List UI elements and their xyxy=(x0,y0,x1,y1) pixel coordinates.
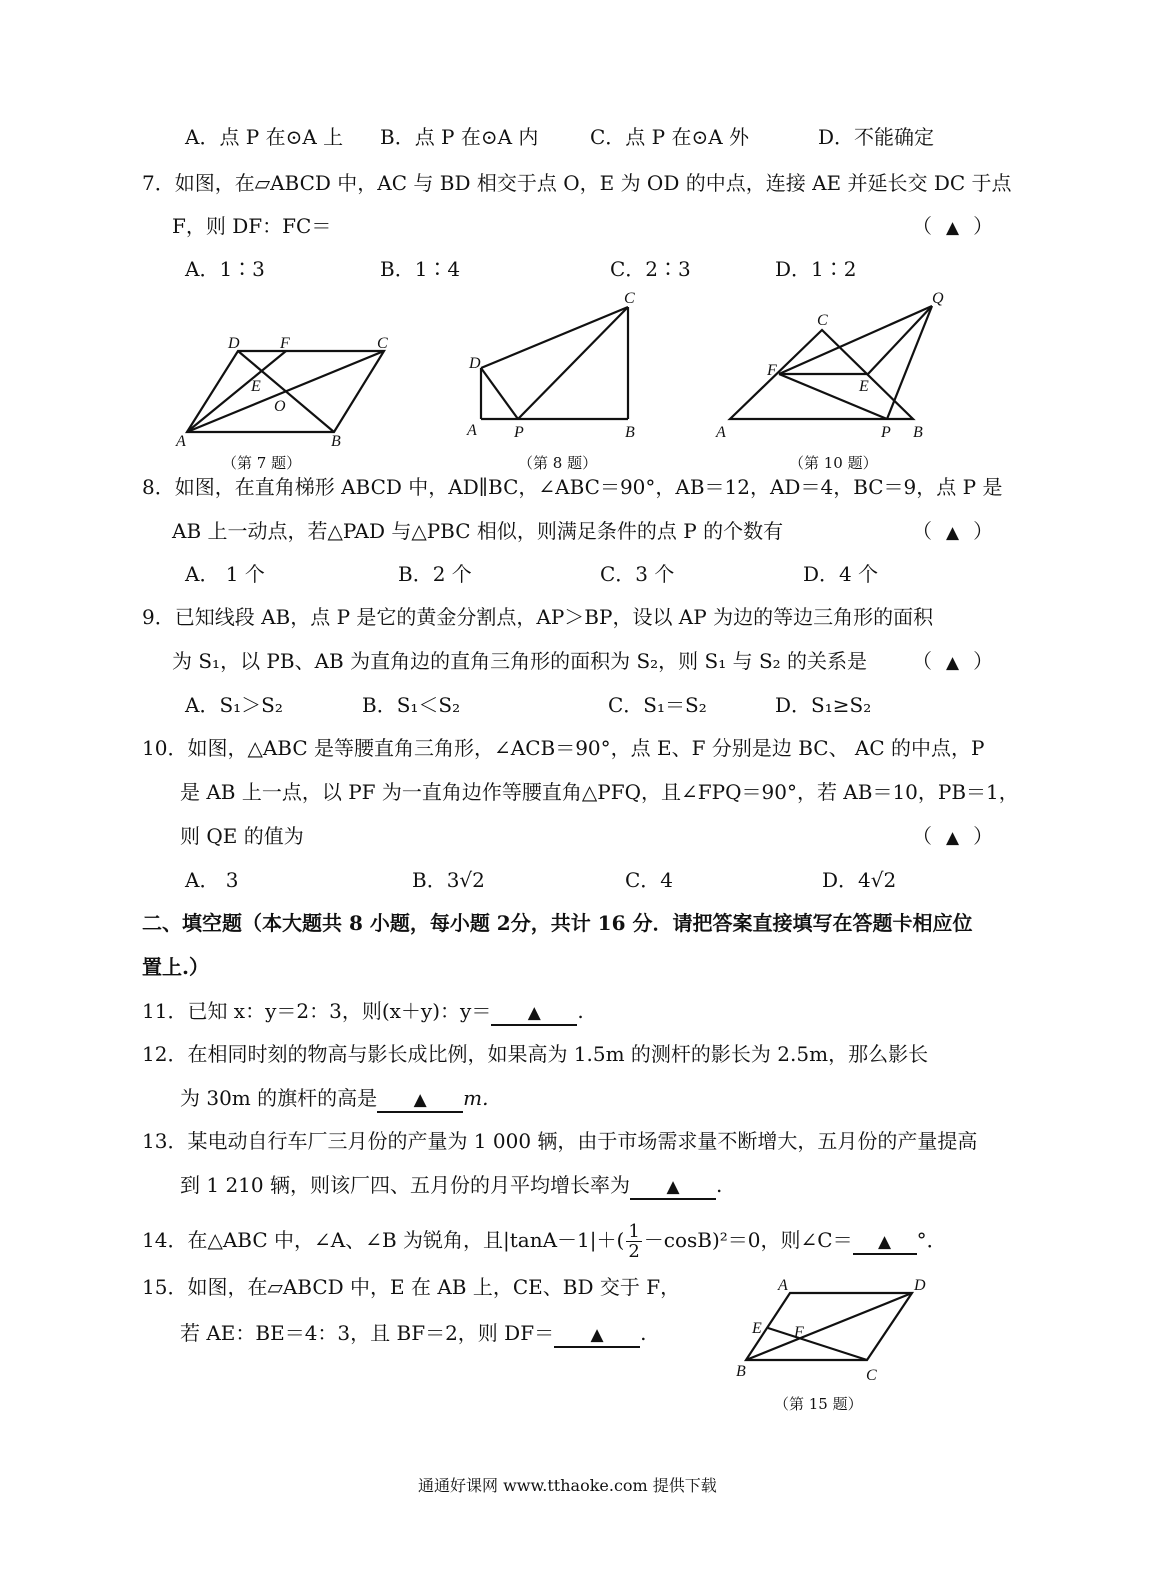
fig7-label-f: F xyxy=(280,335,290,352)
fig8-label-a: A xyxy=(467,422,477,439)
fig10-label-p: P xyxy=(881,424,891,441)
q8-option-b: B．2 个 xyxy=(398,562,472,586)
q15-end: . xyxy=(640,1321,647,1345)
q14-fraction-denominator: 2 xyxy=(628,1241,640,1262)
q9-line1: 9．已知线段 AB，点 P 是它的黄金分割点，AP＞BP，设以 AP 为边的等边三角形的面积 xyxy=(142,605,934,629)
q7-option-a: A．1∶3 xyxy=(185,257,265,281)
q10-line1: 10．如图，△ABC 是等腰直角三角形，∠ACB＝90°，点 E、F 分别是边 BC、 AC 的中点，P xyxy=(142,736,985,760)
footer-download-text: 通通好课网 www.tthaoke.com 提供下载 xyxy=(418,1476,717,1495)
q9-answer-paren: （ ▲ ） xyxy=(912,649,994,673)
fig15-label-f: F xyxy=(794,1324,804,1341)
q15-line1: 15．如图，在▱ABCD 中，E 在 AB 上，CE、BD 交于 F， xyxy=(142,1275,681,1299)
fig10-label-f: F xyxy=(767,362,777,379)
q7-answer-paren: （ ▲ ） xyxy=(912,214,994,238)
fig15-label-e: E xyxy=(752,1320,762,1337)
q10-option-b: B．3√2 xyxy=(412,868,485,892)
q11-end: . xyxy=(577,999,584,1023)
q13-end: . xyxy=(715,1173,723,1197)
q8-answer-paren: （ ▲ ） xyxy=(912,519,994,543)
q7-option-b: B．1∶4 xyxy=(380,257,461,281)
fig15-caption: （第 15 题） xyxy=(774,1395,863,1413)
fig7-label-a: A xyxy=(176,433,186,450)
q13-text: 到 1 210 辆，则该厂四、五月份的月平均增长率为 xyxy=(180,1173,630,1197)
q10-option-c: C．4 xyxy=(625,868,674,892)
fig15-label-c: C xyxy=(866,1367,877,1384)
answer-triangle-icon: ▲ xyxy=(590,1325,604,1345)
q7-line1: 7．如图，在▱ABCD 中，AC 与 BD 相交于点 O，E 为 OD 的中点，连接 AE 并延长交 DC 于点 xyxy=(142,171,1012,195)
q10-answer-paren: （ ▲ ） xyxy=(912,824,994,848)
fig10-label-q: Q xyxy=(932,290,944,307)
fig8-label-d: D xyxy=(469,355,481,372)
fig7-label-e: E xyxy=(251,378,261,395)
q8-line1: 8．如图，在直角梯形 ABCD 中，AD∥BC，∠ABC＝90°，AB＝12，AD＝4，BC＝9，点 P 是 xyxy=(142,475,1003,499)
q12-text: 为 30m 的旗杆的高是 xyxy=(180,1086,378,1110)
fig15-label-d: D xyxy=(914,1277,926,1294)
fig8-label-c: C xyxy=(624,290,635,307)
fig8-caption: （第 8 题） xyxy=(518,454,598,472)
q10-option-a: A． 3 xyxy=(185,868,239,892)
answer-triangle-icon: ▲ xyxy=(946,828,960,848)
answer-triangle-icon: ▲ xyxy=(413,1090,427,1110)
q12-line1: 12．在相同时刻的物高与影长成比例，如果高为 1.5m 的测杆的影长为 2.5m，那么影长 xyxy=(142,1042,929,1066)
q10-line2: 是 AB 上一点，以 PF 为一直角边作等腰直角△PFQ，且∠FPQ＝90°，若 AB＝10，PB＝1， xyxy=(180,780,1019,804)
q11-text: 11．已知 x：y＝2：3，则(x＋y)：y＝ xyxy=(142,999,492,1023)
q6-option-c: C．点 P 在⊙A 外 xyxy=(590,125,750,149)
answer-triangle-icon: ▲ xyxy=(666,1177,680,1197)
q9-option-c: C．S₁＝S₂ xyxy=(608,693,707,717)
fig7-label-d: D xyxy=(228,335,240,352)
answer-triangle-icon: ▲ xyxy=(946,218,960,238)
answer-triangle-icon: ▲ xyxy=(878,1232,892,1252)
q14-text-a: 14．在△ABC 中，∠A、∠B 为锐角，且|tanA－1|＋( xyxy=(142,1228,625,1252)
fig15-label-b: B xyxy=(736,1363,746,1380)
q6-option-b: B．点 P 在⊙A 内 xyxy=(380,125,539,149)
fig10-label-b: B xyxy=(913,424,923,441)
q8-line2: AB 上一动点，若△PAD 与△PBC 相似，则满足条件的点 P 的个数有 xyxy=(172,519,784,543)
fig10-caption: （第 10 题） xyxy=(789,454,878,472)
q8-option-a: A． 1 个 xyxy=(185,562,265,586)
q6-option-d: D．不能确定 xyxy=(818,125,935,149)
q13-line1: 13．某电动自行车厂三月份的产量为 1 000 辆，由于市场需求量不断增大，五月份的产量提高 xyxy=(142,1129,978,1153)
fig7-label-c: C xyxy=(377,335,388,352)
fig15-label-a: A xyxy=(778,1277,788,1294)
q14-end: °． xyxy=(916,1228,947,1252)
q9-option-b: B．S₁＜S₂ xyxy=(362,693,461,717)
fig8-label-b: B xyxy=(625,424,635,441)
section2-heading-line2: 置上.） xyxy=(142,955,209,979)
fig7-label-b: B xyxy=(331,433,341,450)
fig7-label-o: O xyxy=(274,398,286,415)
answer-triangle-icon: ▲ xyxy=(527,1003,541,1023)
q15-text: 若 AE：BE＝4：3，且 BF＝2，则 DF＝ xyxy=(180,1321,555,1345)
answer-triangle-icon: ▲ xyxy=(946,653,960,673)
q9-option-d: D．S₁≥S₂ xyxy=(775,693,872,717)
q14-text-b: －cosB)²＝0，则∠C＝ xyxy=(643,1228,853,1252)
q7-option-c: C．2∶3 xyxy=(610,257,691,281)
fig10-label-e: E xyxy=(859,378,869,395)
fig10-label-c: C xyxy=(817,312,828,329)
q9-line2: 为 S₁，以 PB、AB 为直角边的直角三角形的面积为 S₂，则 S₁ 与 S₂ 的关系是 xyxy=(172,649,868,673)
answer-triangle-icon: ▲ xyxy=(946,523,960,543)
q7-option-d: D．1∶2 xyxy=(775,257,857,281)
q8-option-d: D．4 个 xyxy=(803,562,879,586)
q8-option-c: C．3 个 xyxy=(600,562,675,586)
q9-option-a: A．S₁＞S₂ xyxy=(185,693,283,717)
fig7-caption: （第 7 题） xyxy=(222,454,302,472)
q10-option-d: D．4√2 xyxy=(822,868,897,892)
q14-fraction-numerator: 1 xyxy=(628,1221,640,1242)
q7-line2: F，则 DF：FC＝ xyxy=(172,214,332,238)
q6-option-a: A．点 P 在⊙A 上 xyxy=(185,125,344,149)
q10-line3: 则 QE 的值为 xyxy=(180,824,304,848)
q12-end: m. xyxy=(463,1086,489,1110)
fig10-label-a: A xyxy=(716,424,726,441)
fig8-label-p: P xyxy=(514,424,524,441)
section2-heading-line1: 二、填空题（本大题共 8 小题，每小题 2分，共计 16 分．请把答案直接填写在答题卡相应位 xyxy=(142,911,973,935)
